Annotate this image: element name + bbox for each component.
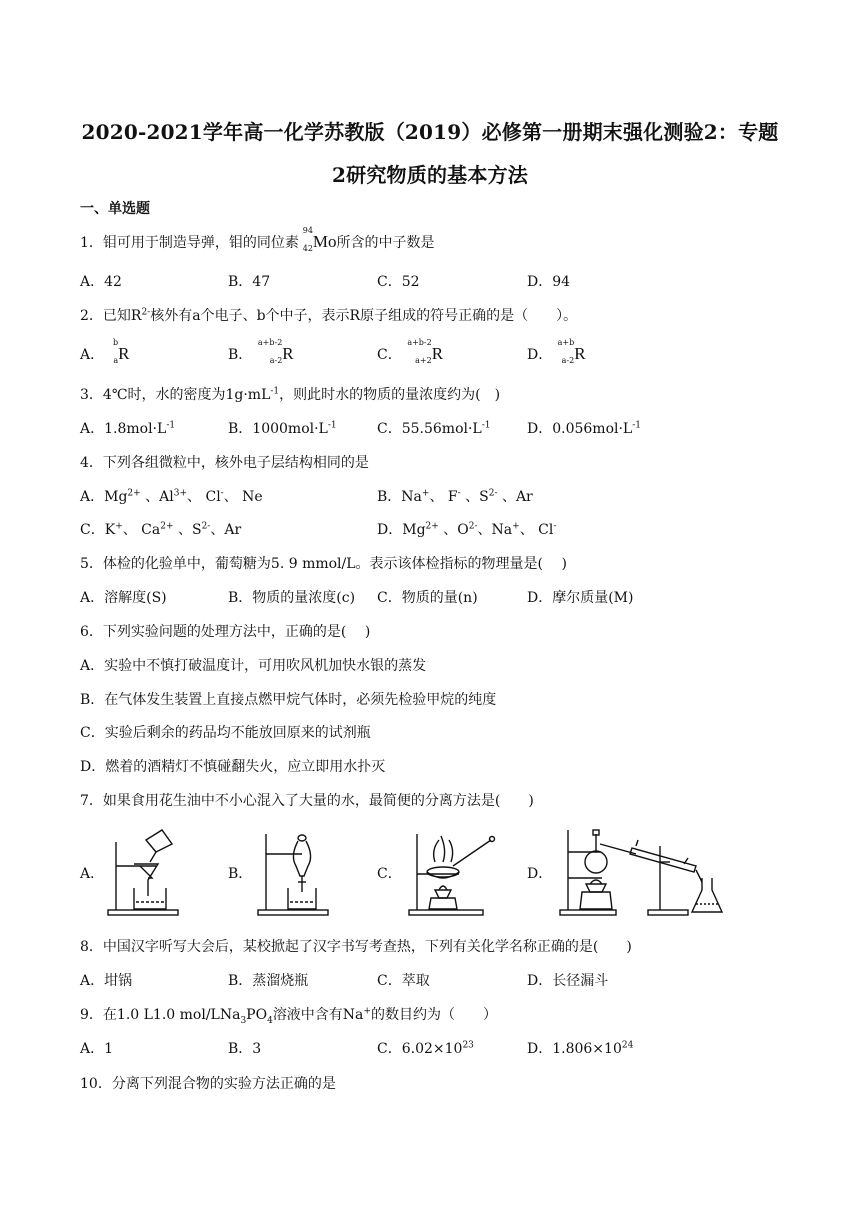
- q3-option-d: D．$0.056mol\cdot L^{-1}$: [527, 420, 642, 437]
- q4-option-b: B．Na+、 F- 、$S^{2-}$ 、Ar: [377, 488, 533, 505]
- q4-option-d: D．$Mg^{2+}$ 、$O^{2-}$、Na+、 Cl-: [377, 521, 557, 538]
- q8-option-b: B．蒸溜烧瓶: [228, 973, 309, 989]
- distillation-apparatus-image: [556, 826, 726, 918]
- q9-option-c: C．$6.02\times 10^{23}$: [377, 1040, 474, 1057]
- q6-option-c: C．实验后剩余的药品均不能放回原来的试剂瓶: [80, 725, 371, 741]
- q6-option-d: D．燃着的酒精灯不慎碰翻失火，应立即用水扑灭: [80, 759, 386, 775]
- q5-option-a: A．溶解度(S): [80, 590, 167, 606]
- q3-option-c: C．$55.56mol\cdot L^{-1}$: [377, 420, 491, 437]
- isotope-notation: 94 42: [302, 226, 313, 253]
- q9-option-a: A．1: [80, 1041, 114, 1057]
- q4-option-a: A．$Mg^{2+}$ 、$Al^{3+}$、 Cl-、 Ne: [80, 488, 263, 505]
- q6-option-b: B．在气体发生装置上直接点燃甲烷气体时，必须先检验甲烷的纯度: [80, 692, 497, 708]
- q8-option-c: C．萃取: [377, 973, 430, 989]
- q7-option-b: B．: [228, 866, 253, 882]
- separatory-funnel-image: [254, 826, 334, 918]
- question-6: 6．下列实验问题的处理方法中，正确的是( ): [80, 624, 371, 640]
- q8-option-a: A．坩锅: [80, 973, 133, 989]
- q7-option-a: A．: [80, 866, 105, 882]
- evaporation-apparatus-image: [405, 826, 501, 918]
- q2-option-d: D． a+b a-2 R: [527, 338, 586, 365]
- question-4: 4．下列各组微粒中，核外电子层结构相同的是: [80, 455, 369, 471]
- q4-option-c: C．K+、 $Ca^{2+}$ 、$S^{2-}$、Ar: [80, 521, 242, 538]
- q7-option-c: C．: [377, 866, 402, 882]
- q2-option-b: B． a+b-2 a-2 R: [228, 338, 294, 365]
- q3-option-a: A．$1.8mol\cdot L^{-1}$: [80, 420, 176, 437]
- question-3: 3．4℃时，水的密度为$1g\cdot mL^{-1}$，则此时水的物质的量浓度约为( ): [80, 386, 501, 403]
- q2-option-c: C． a+b-2 a+2 R: [377, 338, 444, 365]
- doc-title-line2: 2研究物质的基本方法: [332, 163, 528, 187]
- q1-option-b: B．47: [228, 274, 271, 290]
- question-1: 1．钼可用于制造导弹，钼的同位素 94 42 Mo所含的中子数是: [80, 226, 435, 253]
- filtration-apparatus-image: [104, 826, 184, 918]
- q7-option-d: D．: [527, 866, 553, 882]
- question-8: 8．中国汉字听写大会后，某校掀起了汉字书写考查热，下列有关化学名称正确的是( ): [80, 939, 632, 955]
- q1-option-a: A．42: [80, 274, 122, 290]
- question-5: 5．体检的化验单中，葡萄糖为5. 9 mmol/L。表示该体检指标的物理量是( ): [80, 556, 567, 572]
- q2-option-a: A． b a R: [80, 338, 130, 365]
- q8-option-d: D．长径漏斗: [527, 973, 609, 989]
- q9-option-b: B．3: [228, 1041, 262, 1057]
- q5-option-d: D．摩尔质量(M): [527, 590, 634, 606]
- q9-option-d: D．$1.806\times 10^{24}$: [527, 1040, 634, 1057]
- q3-option-b: B．$1000mol\cdot L^{-1}$: [228, 420, 337, 437]
- q1-option-c: C．52: [377, 274, 420, 290]
- question-10: 10．分离下列混合物的实验方法正确的是: [80, 1076, 336, 1092]
- question-7: 7．如果食用花生油中不小心混入了大量的水，最简便的分离方法是( ): [80, 793, 534, 809]
- q5-option-b: B．物质的量浓度(c): [228, 590, 356, 606]
- section-heading: 一、单选题: [80, 201, 150, 217]
- q1-option-d: D．94: [527, 274, 571, 290]
- q6-option-a: A．实验中不慎打破温度计，可用吹风机加快水银的蒸发: [80, 658, 427, 674]
- doc-title-line1: 2020-2021学年高一化学苏教版（2019）必修第一册期末强化测验2：专题: [81, 120, 779, 144]
- question-2: 2．已知$R^{2-}$核外有a个电子、b个中子，表示R原子组成的符号正确的是（ ）。: [80, 307, 578, 324]
- question-9: 9．在1.0 L1.0 mol/$LNa_3PO_4$溶液中含有Na+的数目约为（ ）: [80, 1006, 497, 1026]
- q5-option-c: C．物质的量(n): [377, 590, 478, 606]
